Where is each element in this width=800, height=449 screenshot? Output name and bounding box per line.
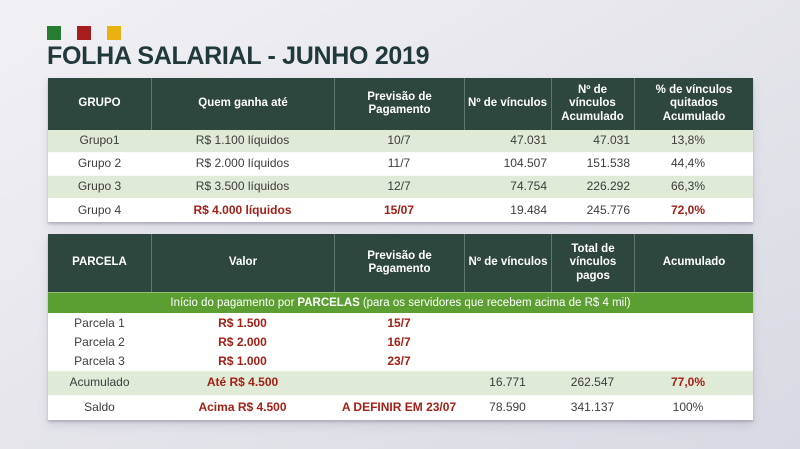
cell-vinculos: 78.590	[489, 400, 526, 415]
parcel-rows-block	[48, 313, 753, 371]
cell-empty	[551, 314, 634, 333]
cell-label: Saldo	[84, 400, 115, 415]
table-row-saldo	[48, 396, 753, 420]
cell-pct-quitados: 13,8%	[670, 133, 706, 148]
header-parcela: PARCELA	[72, 256, 127, 269]
header-num-vinculos: Nº de vínculos	[464, 234, 551, 292]
cell-empty	[551, 352, 634, 371]
cell-quem-ganha: R$ 3.500 líquidos	[195, 179, 290, 194]
groups-table-header	[48, 78, 753, 130]
cell-valor: R$ 1.000	[218, 353, 267, 368]
cell-empty	[634, 314, 753, 333]
cell-previsao	[334, 371, 464, 395]
table-row-parcela1	[48, 314, 753, 333]
cell-grupo: Grupo 4	[77, 202, 122, 217]
header-valor: Valor	[151, 234, 334, 292]
cell-total-pagos: 341.137	[570, 400, 615, 415]
parcels-table-header	[48, 234, 753, 292]
cell-empty	[464, 314, 551, 333]
cell-parcela: Parcela 1	[74, 315, 125, 330]
cell-parcela: Parcela 3	[74, 353, 125, 368]
header-vinculos-acumulado: Nº de vínculos Acumulado	[551, 78, 634, 130]
cell-label: Acumulado	[69, 375, 130, 390]
banner-text-highlight: PARCELAS	[297, 297, 360, 309]
table-row-grupo3	[48, 176, 753, 199]
cell-empty	[464, 333, 551, 352]
cell-previsao: 11/7	[387, 156, 411, 171]
cell-vinculos-acumulado: 47.031	[593, 133, 630, 148]
header-quem-ganha: Quem ganha até	[151, 78, 334, 130]
cell-previsao: 23/7	[387, 353, 411, 368]
cell-quem-ganha: R$ 4.000 líquidos	[193, 202, 292, 217]
cell-previsao: 16/7	[387, 334, 411, 349]
header-total-vinculos-pagos: Total de vínculos pagos	[551, 234, 634, 292]
header-acumulado: Acumulado	[634, 234, 753, 292]
cell-pct-quitados: 72,0%	[670, 202, 706, 217]
header-previsao-pagamento: Previsão de Pagamento	[334, 78, 464, 130]
cell-empty	[464, 352, 551, 371]
cell-quem-ganha: R$ 1.100 líquidos	[195, 133, 290, 148]
cell-pct-quitados: 44,4%	[670, 156, 706, 171]
cell-previsao: 10/7	[387, 133, 411, 148]
cell-total-pagos: 262.547	[570, 375, 615, 390]
cell-empty	[634, 352, 753, 371]
header-grupo: GRUPO	[78, 97, 121, 110]
parcelas-banner	[48, 292, 753, 313]
cell-vinculos: 16.771	[489, 375, 526, 390]
cell-valor: R$ 2.000	[218, 334, 267, 349]
parcels-table	[48, 234, 753, 420]
cell-vinculos: 47.031	[510, 133, 547, 148]
cell-previsao: A DEFINIR EM 23/07	[341, 400, 457, 415]
cell-valor: R$ 1.500	[218, 315, 267, 330]
table-row-grupo4	[48, 199, 753, 222]
table-row-acumulado	[48, 371, 753, 396]
flag-squares	[47, 26, 121, 40]
cell-valor: Até R$ 4.500	[206, 375, 279, 390]
flag-square-red-icon	[77, 26, 91, 40]
cell-empty	[634, 333, 753, 352]
flag-square-green-icon	[47, 26, 61, 40]
table-row-grupo1	[48, 130, 753, 153]
banner-text-suffix: (para os servidores que recebem acima de R$ 4 mil)	[362, 297, 631, 309]
cell-grupo: Grupo 2	[77, 156, 122, 171]
flag-square-yellow-icon	[107, 26, 121, 40]
cell-parcela: Parcela 2	[74, 334, 125, 349]
cell-vinculos: 104.507	[503, 156, 547, 171]
page-title: FOLHA SALARIAL - JUNHO 2019	[47, 42, 430, 70]
cell-vinculos-acumulado: 151.538	[586, 156, 630, 171]
cell-acumulado: 77,0%	[670, 375, 706, 390]
cell-valor: Acima R$ 4.500	[198, 400, 287, 415]
cell-vinculos: 74.754	[510, 179, 547, 194]
cell-vinculos: 19.484	[510, 202, 547, 217]
cell-acumulado: 100%	[672, 400, 704, 415]
cell-previsao: 12/7	[387, 179, 411, 194]
banner-text-prefix: Início do pagamento por	[170, 297, 295, 309]
table-row-grupo2	[48, 153, 753, 176]
header-previsao-pagamento: Previsão de Pagamento	[334, 234, 464, 292]
cell-vinculos-acumulado: 226.292	[586, 179, 630, 194]
cell-grupo: Grupo 3	[77, 179, 122, 194]
cell-empty	[551, 333, 634, 352]
cell-vinculos-acumulado: 245.776	[586, 202, 630, 217]
header-num-vinculos: Nº de vínculos	[464, 78, 551, 130]
cell-previsao: 15/7	[387, 315, 411, 330]
table-row-parcela2	[48, 333, 753, 352]
cell-pct-quitados: 66,3%	[670, 179, 706, 194]
table-row-parcela3	[48, 352, 753, 371]
header-pct-quitados: % de vínculos quitados Acumulado	[634, 78, 753, 130]
cell-grupo: Grupo1	[79, 133, 120, 148]
cell-previsao: 15/07	[383, 202, 415, 217]
cell-quem-ganha: R$ 2.000 líquidos	[195, 156, 290, 171]
groups-table	[48, 78, 753, 222]
